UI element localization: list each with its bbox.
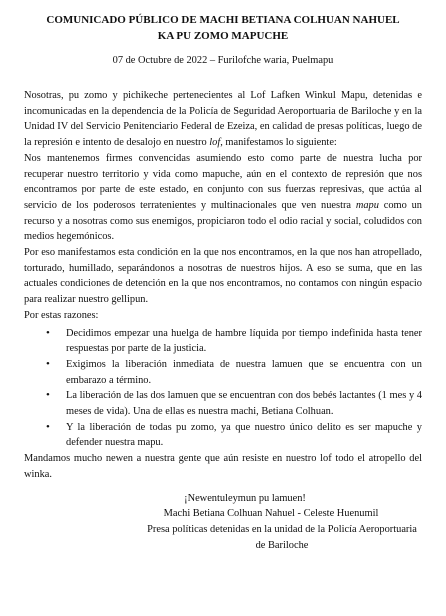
paragraph-2-text-a: Nos mantenemos firmes convencidas asumiendo esto como parte de nuestra lucha por recuperar nuestro territorio y vida como mapuche, aún en el contexto de represión que nos encontramos por parte de este estado, en conjunto con sus fuerzas represivas, que actúa al servicio de los poderosos terratenientes y multinacionales que ven nuestra (24, 152, 422, 211)
paragraph-1-text-b: , manifestamos lo siguiente: (220, 137, 337, 149)
demands-list (24, 326, 422, 452)
title-line-2: KA PU ZOMO MAPUCHE (157, 30, 289, 42)
demand-item: • Decidimos empezar una huelga de hambre líquida por tiempo indefinida hasta tener respuestas por parte de la justicia. (66, 326, 422, 357)
demand-item: • Exigimos la liberación inmediata de nuestra lamuen que se encuentra con un embarazo a término. (66, 357, 422, 388)
demand-item: • Y la liberación de todas pu zomo, ya que nuestro único delito es ser mapuche y defender nuestra mapu. (66, 420, 422, 451)
document-title (24, 12, 422, 44)
paragraph-3: Por eso manifestamos esta condición en la que nos encontramos, en la que nos han atropellado, torturado, humillado, separándonos a nosotras de nuestros hijos. A eso se suma, que en las actuales condiciones de detención en la que nos encontramos, no contamos con ningún espacio para realizar nuestro gellipun. (24, 247, 422, 306)
paragraph-2-text-b: como un recurso y a nosotras como sus enemigos, propiciaron todo el odio racial y social, coludidos con medios hegemónicos. (24, 199, 422, 243)
title-line-1: COMUNICADO PÚBLICO DE MACHI BETIANA COLHUAN NAHUEL (46, 14, 400, 26)
paragraph-1-lof: lof (209, 137, 221, 149)
slogan: ¡Newentuleymun pu lamuen! (184, 492, 306, 504)
reasons-intro: Por estas razones: (24, 309, 99, 321)
affiliation: Presa políticas detenidas en la unidad de la Policía Aeroportuaria de Bariloche (147, 523, 417, 551)
dateline: 07 de Octubre de 2022 – Furilofche waria, Puelmapu (112, 55, 334, 66)
document-body (24, 88, 422, 483)
paragraph-1-text-a: Nosotras, pu zomo y pichikeche pertenecientes al Lof Lafken Winkul Mapu, detenidas e incomunicadas en la dependencia de la Policía de Seguridad Aeroportuaria de Bariloche y en la Unidad IV del Servicio Penitenciario Federal de Ezeiza, en calidad de presas políticas, luego de la represión e intento de desalojo en nuestro (24, 90, 422, 149)
paragraph-2 (24, 151, 422, 245)
paragraph-2-mapu: mapu (355, 199, 379, 211)
signature-block (24, 491, 422, 554)
closing-paragraph: Mandamos mucho newen a nuestra gente que aún resiste en nuestro lof todo el atropello del winka. (24, 453, 422, 480)
signers: Machi Betiana Colhuan Nahuel - Celeste Huenumil (163, 508, 379, 520)
paragraph-1 (24, 88, 422, 151)
demand-item: • La liberación de las dos lamuen que se encuentran con dos bebés lactantes (1 mes y 4 meses de vida). Una de ellas es nuestra machi, Betiana Colhuan. (66, 388, 422, 419)
